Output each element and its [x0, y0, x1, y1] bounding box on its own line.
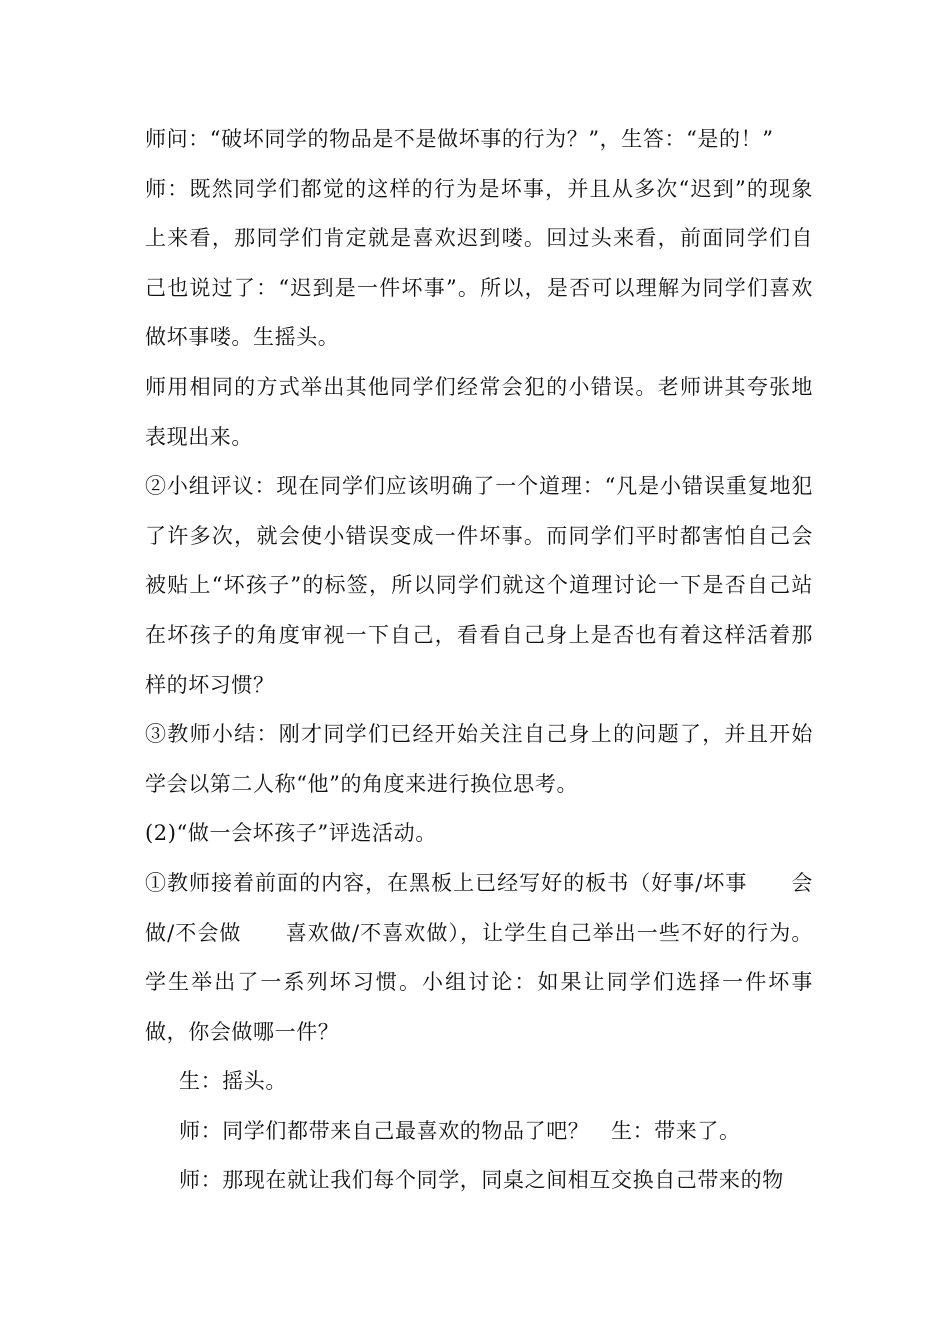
paragraph-teacher-question: 师问：“破坏同学的物品是不是做坏事的行为？”，生答：“是的！” [145, 127, 774, 151]
document-body [145, 115, 813, 1206]
paragraph-group-discussion: ②小组评议：现在同学们应该明确了一个道理：“凡是小错误重复地犯了许多次，就会使小错误变成一件坏事。而同学们平时都害怕自己会被贴上“坏孩子”的标签，所以同学们就这个道理讨论一下是否自己站在坏孩子的角度审视一下自己，看看自己身上是否也有着这样活着那样的坏习惯？ [145, 474, 813, 697]
paragraph-activity-heading: (2)“做一会坏孩子”评选活动。 [145, 821, 437, 846]
paragraph-teacher-summary: ③教师小结：刚才同学们已经开始关注自己身上的问题了，并且开始学会以第二人称“他”的角度来进行换位思考。 [145, 722, 813, 796]
paragraph-similar-examples: 师用相同的方式举出其他同学们经常会犯的小错误。老师讲其夸张地表现出来。 [145, 374, 813, 449]
paragraph-student-shakes-head: 生：摇头。 [179, 1069, 287, 1094]
paragraph-exchange-items: 师：那现在就让我们每个同学，同桌之间相互交换自己带来的物 [179, 1168, 784, 1193]
paragraph-favorite-items: 师：同学们都带来自己最喜欢的物品了吧？ 生：带来了。 [179, 1118, 741, 1143]
paragraph-blackboard: ①教师接着前面的内容，在黑板上已经写好的板书（好事/坏事 会做/不会做 喜欢做/不喜欢做），让学生自己举出一些不好的行为。学生举出了一系列坏习惯。小组讨论：如果让同学们选择一件坏事做，你会做哪一件？ [145, 870, 813, 1044]
paragraph-teacher-lateness: 师：既然同学们都觉的这样的行为是坏事，并且从多次“迟到”的现象上来看，那同学们肯定就是喜欢迟到喽。回过头来看，前面同学们自己也说过了：“迟到是一件坏事”。所以，是否可以理解为同学们喜欢做坏事喽。生摇头。 [145, 176, 813, 350]
